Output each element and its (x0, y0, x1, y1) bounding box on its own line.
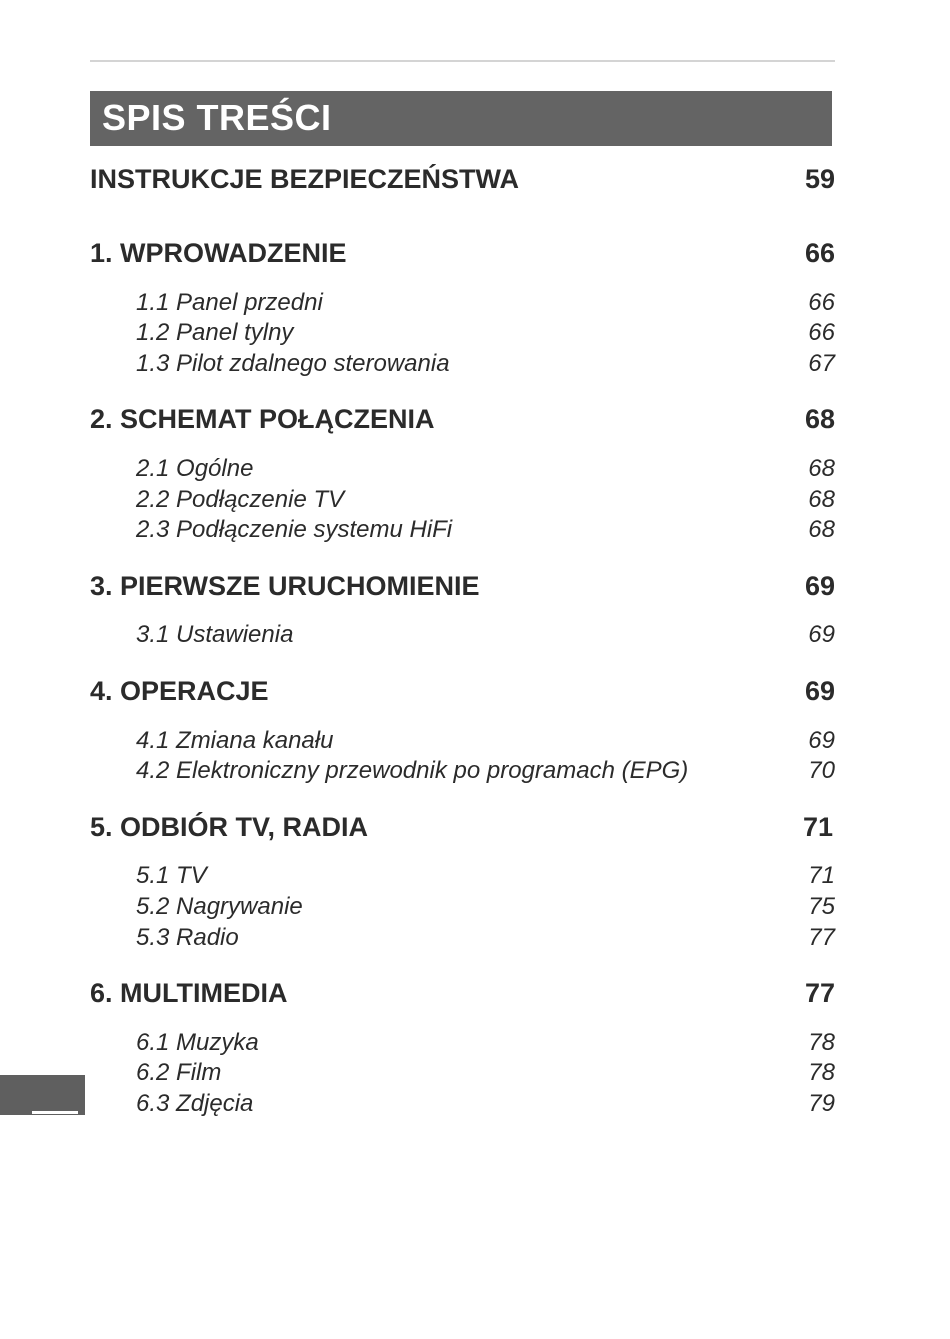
toc-entry-page: 59 (804, 164, 835, 194)
toc-item-label: 2.2 Podłączenie TV (136, 486, 345, 513)
toc-entry-label: INSTRUKCJE BEZPIECZEŃSTWA (90, 164, 520, 194)
toc-item-label: 2.1 Ogólne (136, 455, 254, 482)
toc-section-label: 6. MULTIMEDIA (90, 978, 288, 1008)
toc-item-page: 68 (808, 455, 835, 482)
toc-item-page: 78 (808, 1029, 835, 1056)
toc-item-label: 4.2 Elektroniczny przewodnik po programach (EPG) (136, 757, 689, 784)
toc-item-label: 5.3 Radio (136, 924, 239, 951)
toc-section-page: 77 (804, 978, 835, 1008)
toc-item-page: 69 (808, 621, 835, 648)
toc-item-label: 5.1 TV (136, 862, 207, 889)
toc-item-page: 77 (808, 924, 835, 951)
toc-item-label: 6.3 Zdjęcia (136, 1090, 254, 1117)
toc-item-page: 68 (808, 516, 835, 543)
toc-item-label: 1.1 Panel przedni (136, 289, 323, 316)
toc-item-label: 1.2 Panel tylny (136, 319, 294, 346)
top-divider (90, 60, 835, 62)
toc-item-label: 6.2 Film (136, 1059, 222, 1086)
toc-item-page: 66 (808, 289, 835, 316)
toc-item-label: 3.1 Ustawienia (136, 621, 294, 648)
toc-item-page: 71 (808, 862, 835, 889)
toc-item-page: 70 (808, 757, 835, 784)
toc-item-page: 78 (808, 1059, 835, 1086)
toc-section-label: 2. SCHEMAT POŁĄCZENIA (90, 404, 435, 434)
toc-item-label: 1.3 Pilot zdalnego sterowania (136, 350, 450, 377)
toc-section-page: 66 (804, 238, 835, 268)
toc-item-page: 68 (808, 486, 835, 513)
language-side-tab (0, 1075, 85, 1115)
toc-section-label: 4. OPERACJE (90, 676, 269, 706)
toc-item-label: 2.3 Podłączenie systemu HiFi (136, 516, 453, 543)
toc-section-page: 71 (802, 812, 833, 842)
toc-item-label: 5.2 Nagrywanie (136, 893, 303, 920)
toc-section-page: 69 (804, 676, 835, 706)
toc-item-page: 69 (808, 727, 835, 754)
toc-section-label: 5. ODBIÓR TV, RADIA (90, 812, 369, 842)
side-tab-underline (32, 1111, 78, 1114)
toc-item-page: 75 (808, 893, 835, 920)
toc-section-label: 3. PIERWSZE URUCHOMIENIE (90, 571, 480, 601)
toc-section-page: 69 (804, 571, 835, 601)
toc-section-label: 1. WPROWADZENIE (90, 238, 347, 268)
title-bar (90, 91, 832, 146)
toc-item-label: 6.1 Muzyka (136, 1029, 259, 1056)
toc-item-page: 79 (808, 1090, 835, 1117)
toc-item-label: 4.1 Zmiana kanału (136, 727, 334, 754)
toc-section-page: 68 (804, 404, 835, 434)
toc-item-page: 66 (808, 319, 835, 346)
page-title: SPIS TREŚCI (102, 97, 332, 138)
toc-item-page: 67 (808, 350, 835, 377)
